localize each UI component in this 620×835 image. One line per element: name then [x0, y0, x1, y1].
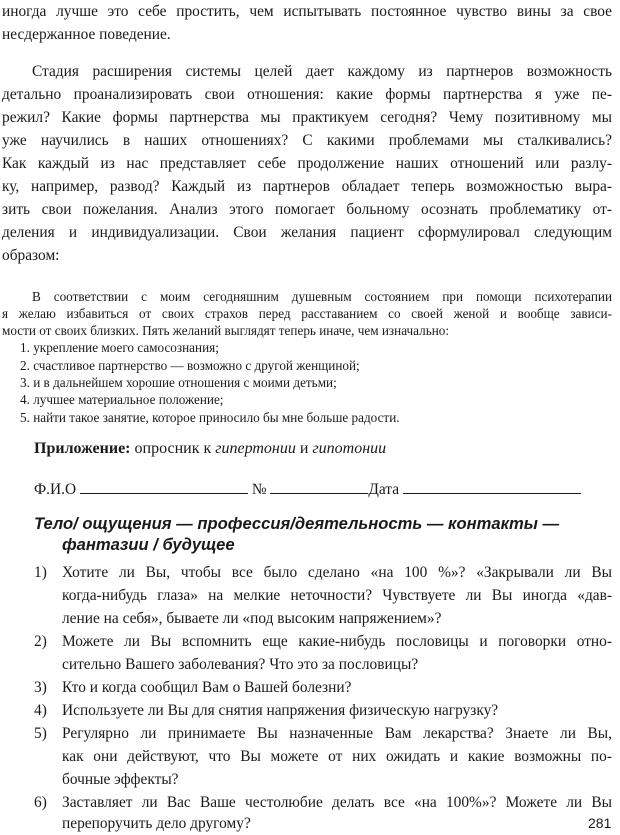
wish-item: 3. и в дальнейшем хорошие отношения с моими детьми;: [20, 375, 337, 390]
paragraph-line: детально проанализировать свои отношения: какие формы партнерства я уже пе-: [2, 86, 612, 103]
wish-item: 2. счастливое партнерство — возможно с другой женщиной;: [20, 358, 360, 373]
form-line: [34, 478, 618, 499]
date-blank[interactable]: [403, 478, 581, 494]
question-line: сительно Вашего заболевания? Что это за пословицы?: [62, 656, 419, 673]
paragraph-line: режил? Какие формы партнерства мы практикуем сегодня? Чему позитивному мы: [2, 109, 612, 126]
question-number: 6): [34, 794, 47, 811]
section-heading-line-1: Тело/ ощущения — профессия/деятельность — контакты —: [34, 514, 560, 533]
paragraph-line: деления и индивидуализации. Свои желания пациент сформулировал следующим: [2, 224, 612, 241]
question-line: бочные эффекты?: [62, 771, 179, 788]
question-line: Регулярно ли принимаете Вы назначенные Вам лекарства? Знаете ли Вы,: [62, 725, 612, 742]
question-number: 1): [34, 564, 47, 581]
question-line: Заставляет ли Вас Ваше честолюбие делать все «на 100%»? Можете ли Вы: [62, 794, 612, 811]
paragraph-line: Как каждый из нас представляет себе продолжение наших отношений или разлу-: [2, 155, 612, 172]
question-line: Хотите ли Вы, чтобы все было сделано «на 100 %»? «Закрывали ли Вы: [62, 564, 612, 581]
appendix-term-1: гипертонии: [215, 440, 296, 457]
appendix-label: Приложение:: [34, 440, 131, 457]
paragraph-line: зить свои пожелания. Анализ этого помогает больному осознать проблематику от-: [2, 201, 612, 218]
intro-line: несдержанное поведение.: [2, 26, 171, 43]
section-heading-line-2: фантазии / будущее: [62, 535, 235, 554]
paragraph-line: Стадия расширения системы целей дает каждому из партнеров возможность: [32, 63, 612, 80]
question-number: 2): [34, 633, 47, 650]
date-label: Дата: [368, 481, 400, 498]
paragraph-line: образом:: [2, 247, 60, 264]
intro-line: иногда лучше это себе простить, чем испытывать постоянное чувство вины за свое: [2, 3, 612, 20]
question-line: Кто и когда сообщил Вам о Вашей болезни?: [62, 679, 352, 696]
page-number: 281: [588, 815, 612, 831]
number-label: №: [251, 481, 267, 498]
question-line: как они действуют, что Вы можете от них ожидать и какие возможны по-: [62, 748, 612, 765]
appendix-text: опросник к: [130, 440, 216, 457]
question-number: 4): [34, 702, 47, 719]
quote-line: я желаю избавиться от своих страхов перед расставанием со своей женой и вообще зависи-: [2, 306, 612, 321]
wish-item: 5. найти такое занятие, которое приносило бы мне больше радости.: [20, 410, 400, 425]
question-line: ление на себя», бываете ли «под высоким напряжением»?: [62, 610, 442, 627]
appendix-term-2: гипотонии: [312, 440, 387, 457]
number-blank[interactable]: [270, 478, 368, 494]
question-line: перепоручить дело другому?: [62, 815, 251, 832]
wish-item: 4. лучшее материальное положение;: [20, 392, 224, 407]
question-line: когда-нибудь глаза» на мелкие неточности? Чувствуете ли Вы иногда «дав-: [62, 587, 612, 604]
question-line: Можете ли Вы вспомнить еще какие-нибудь пословицы и поговорки отно-: [62, 633, 612, 650]
appendix-title: [34, 440, 386, 458]
quote-line: В соответствии с моим сегодняшним душевным состоянием при помощи психотерапии: [32, 289, 612, 304]
question-number: 3): [34, 679, 47, 696]
appendix-conj: и: [295, 440, 313, 457]
paragraph-line: ку, например, развод? Каждый из партнеров обладает теперь возможностью выра-: [2, 178, 612, 195]
fio-label: Ф.И.О: [34, 481, 77, 498]
paragraph-line: уже научились в наших отношениях? С какими проблемами мы сталкивались?: [2, 132, 612, 149]
question-line: Используете ли Вы для снятия напряжения физическую нагрузку?: [62, 702, 499, 719]
quote-line: мости от своих близких. Пять желаний выглядят теперь иначе, чем изначально:: [2, 323, 450, 338]
question-number: 5): [34, 725, 47, 742]
wish-item: 1. укрепление моего самосознания;: [20, 340, 219, 355]
fio-blank[interactable]: [80, 478, 248, 494]
